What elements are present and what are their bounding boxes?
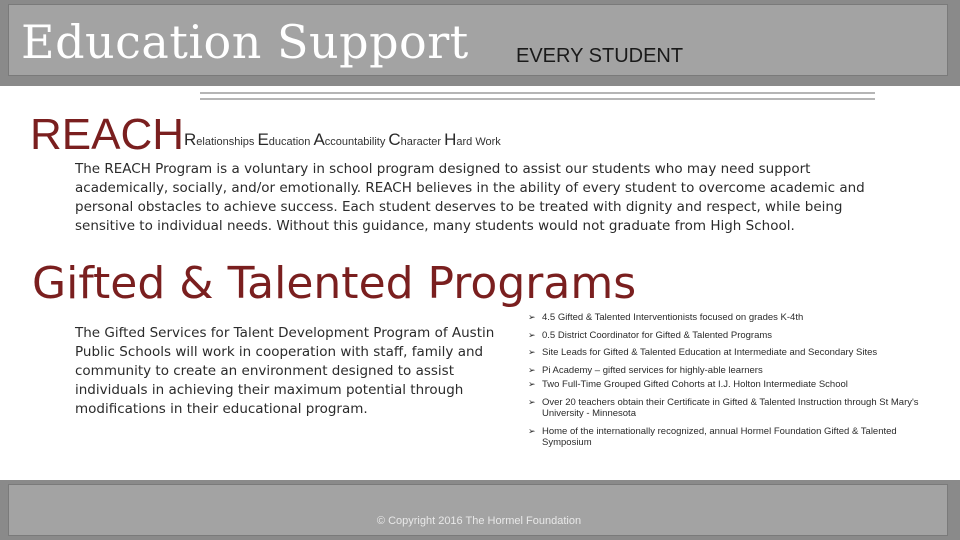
header-panel xyxy=(8,4,948,76)
arrow-bullet-icon: ➢ xyxy=(528,329,536,340)
divider-line xyxy=(200,98,875,100)
arrow-bullet-icon: ➢ xyxy=(528,364,536,375)
reach-acronym xyxy=(184,130,501,150)
list-item: ➢ Two Full-Time Grouped Gifted Cohorts at I.J. Holton Intermediate School xyxy=(528,379,848,390)
acronym-word: Accountability xyxy=(313,130,386,149)
copyright-text: © Copyright 2016 The Hormel Foundation xyxy=(376,515,582,527)
arrow-bullet-icon: ➢ xyxy=(528,312,536,322)
acronym-word: Hard Work xyxy=(444,130,501,149)
header-band xyxy=(0,0,960,86)
arrow-bullet-icon: ➢ xyxy=(528,396,536,407)
acronym-word: Character xyxy=(388,130,442,149)
acronym-word: Education xyxy=(257,130,311,149)
page-title: Education Support xyxy=(21,15,469,69)
divider-line xyxy=(200,92,875,94)
acronym-word: Relationships xyxy=(184,130,255,149)
list-item: ➢ 4.5 Gifted & Talented Interventionists focused on grades K-4th xyxy=(528,312,804,323)
footer-panel xyxy=(8,484,948,536)
list-item: ➢ Pi Academy – gifted services for highly-able learners xyxy=(528,364,763,376)
list-item: ➢ 0.5 District Coordinator for Gifted & Talented Programs xyxy=(528,329,773,341)
reach-description: The REACH Program is a voluntary in school program designed to assist our students who may need support academically, socially, and/or emotionally. REACH believes in the ability of every student to overcome academic and personal obstacles to achieve success. Each student deserves to be treated with dignity and respect, while being sensitive to individual needs. Without this guidance, many students would not graduate from High School. xyxy=(75,161,865,234)
gifted-heading: Gifted & Talented Programs xyxy=(32,258,637,309)
gifted-bullet-list xyxy=(528,312,928,455)
page-subtitle: EVERY STUDENT xyxy=(516,45,684,67)
arrow-bullet-icon: ➢ xyxy=(528,347,536,357)
footer-band xyxy=(0,480,960,540)
arrow-bullet-icon: ➢ xyxy=(528,379,536,389)
arrow-bullet-icon: ➢ xyxy=(528,425,536,436)
list-item: ➢ Home of the internationally recognized, annual Hormel Foundation Gifted & Talented Symposium xyxy=(528,425,897,448)
reach-heading: REACH xyxy=(30,110,185,159)
list-item: ➢ Over 20 teachers obtain their Certificate in Gifted & Talented Instruction through St Mary's University - Minnesota xyxy=(528,396,919,419)
gifted-description: The Gifted Services for Talent Development Program of Austin Public Schools will work in cooperation with staff, family and community to create an environment designed to assist individuals in achieving their maximum potential through modifications in their educational program. xyxy=(75,325,495,417)
list-item: ➢ Site Leads for Gifted & Talented Education at Intermediate and Secondary Sites xyxy=(528,347,878,358)
